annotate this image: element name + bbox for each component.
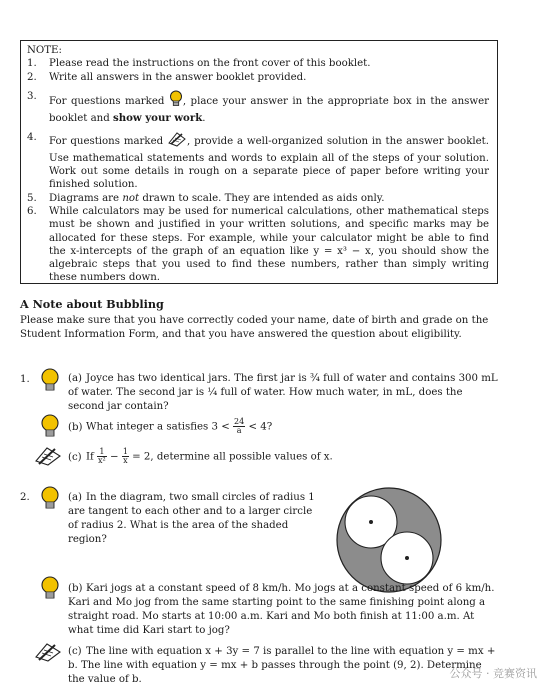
question-2-number: 2.: [20, 492, 30, 503]
note-item-1: 1. Please read the instructions on the front cover of this booklet.: [27, 58, 371, 70]
fraction-24-over-a: $\frac{24}{a}$: [234, 417, 245, 435]
question-1-number: 1.: [20, 374, 30, 385]
question-2a: (a) In the diagram, two small circles of radius 1 are tangent to each other and to a larger circle of radius 2. What is the area of the shaded region?: [68, 492, 315, 545]
bubbling-title: A Note about Bubbling: [20, 297, 164, 311]
lightbulb-icon: [40, 576, 60, 606]
pencil-paper-icon: [167, 131, 187, 151]
pencil-paper-icon: [34, 445, 62, 471]
note-box: [20, 40, 498, 284]
lightbulb-icon: [40, 414, 60, 444]
question-2b: (b) Kari jogs at a constant speed of 8 km/h. Mo jogs at a constant speed of 6 km/h. Kari and Mo jog from the same starting point to the same finishing point along a straight road. Mo starts at 10:00 a.m. Kari and Mo both finish at 11:00 a.m. At what time did Kari start to jog?: [68, 583, 495, 636]
bubbling-body: Please make sure that you have correctly coded your name, date of birth and grade on the Student Information Form, and that you have answered the question about eligibility.: [20, 315, 489, 340]
question-1a: (a) Joyce has two identical jars. The first jar is ¾ full of water and contains 300 mL of water. The second jar is ¼ full of water. How much water, in mL, does the second jar contain?: [68, 373, 498, 412]
watermark: 公众号 · 竞赛资讯: [449, 667, 537, 680]
center-dot-bottom: [405, 556, 409, 560]
center-dot-top: [369, 520, 373, 524]
note-item-5: 5. Diagrams are not drawn to scale. They are intended as aids only.: [27, 192, 385, 204]
note-title: NOTE:: [27, 45, 62, 56]
note-item-2: 2. Write all answers in the answer booklet provided.: [27, 71, 307, 83]
lightbulb-icon: [40, 486, 60, 516]
note-item-3: 3. For questions marked , place your answer in the appropriate box in the answer booklet and show your work.: [27, 90, 489, 125]
pencil-paper-icon: [34, 641, 62, 667]
question-1b: (b) What integer a satisfies 3 < $\frac{24}{a}$ < 4?: [68, 417, 273, 435]
note-item-4: 4. For questions marked , provide a well-organized solution in the answer booklet. Use mathematical statements and words to explain all of the steps of your solution. Work out some details in rough on a separate piece of paper before writing your finished solution.: [27, 132, 489, 191]
question-1c: (c) If $\frac{1}{\text{x²}}$ − $\frac{1}{x}$ = 2, determine all possible values of x.: [68, 447, 333, 465]
note-item-6: 6. While calculators may be used for numerical calculations, other mathematical steps must be shown and justified in your written solutions, and specific marks may be allocated for these steps. For example, while your calculator might be able to find the x-intercepts of the graph of an equation like y = x³ − x, you should show the algebraic steps that you used to find these numbers, rather than simply writing these numbers down.: [27, 205, 489, 284]
question-2c: (c) The line with equation x + 3y = 7 is parallel to the line with equation y = mx + b. The line with equation y = mx + b passes through the point (9, 2). Determine the value of b.: [68, 646, 496, 685]
lightbulb-icon: [40, 368, 60, 398]
lightbulb-icon: [169, 90, 183, 112]
